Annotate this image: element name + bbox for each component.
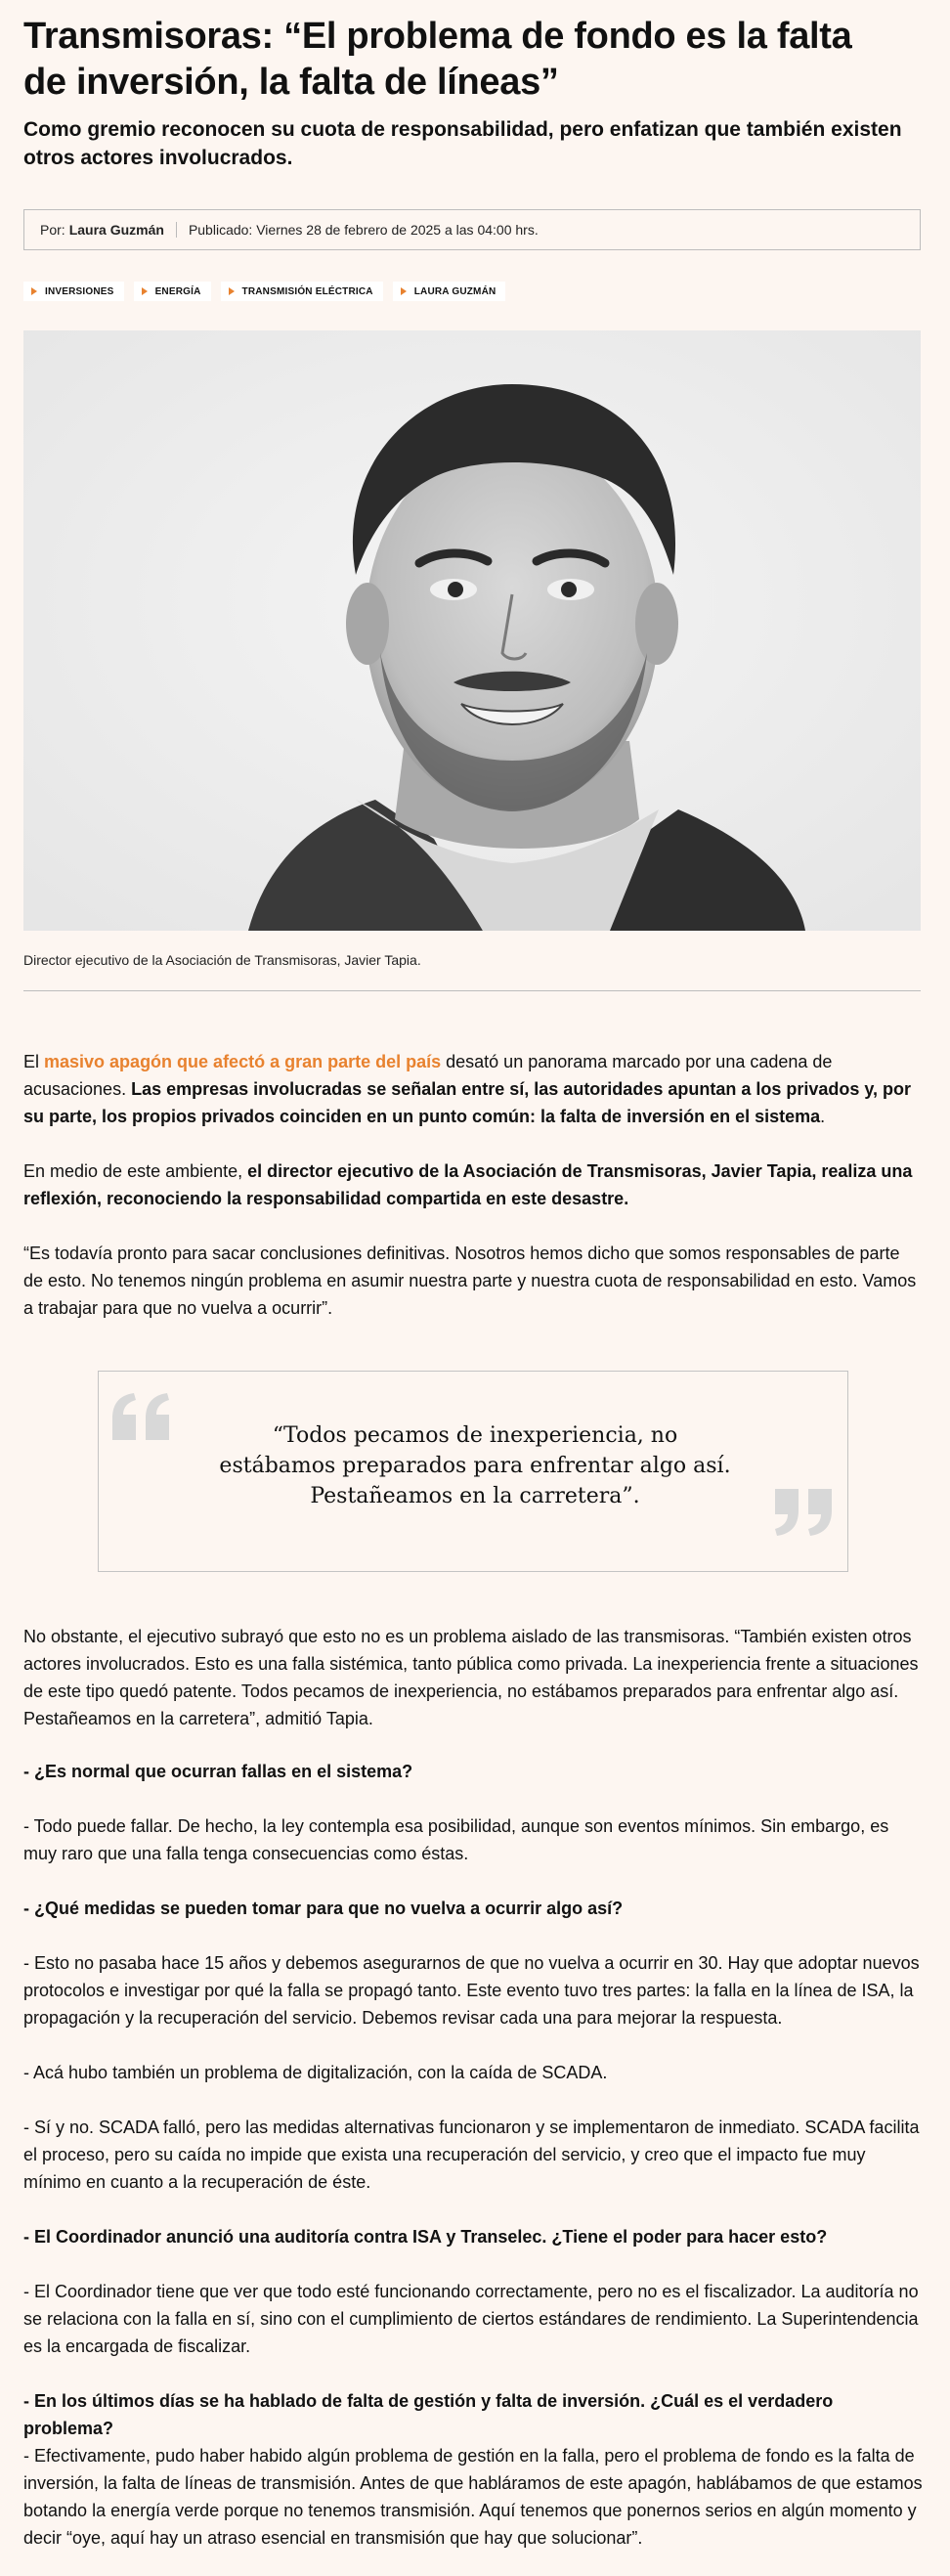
tag-list (23, 282, 505, 301)
author-link[interactable]: Laura Guzmán (68, 222, 164, 238)
article-photo (23, 330, 921, 931)
article-deck: Como gremio reconocen su cuota de responsabilidad, pero enfatizan que también existen otros actores involucrados. (23, 118, 902, 169)
photo-caption: Director ejecutivo de la Asociación de Transmisoras, Javier Tapia. (23, 952, 421, 968)
triangle-icon (401, 287, 407, 295)
tag-inversiones[interactable]: INVERSIONES (23, 282, 124, 301)
question-4: - El Coordinador anunció una auditoría contra ISA y Transelec. ¿Tiene el poder para hacer esto? (23, 2227, 828, 2247)
pull-quote-text: “Todos pecamos de inexperiencia, no estábamos preparados para enfrentar algo así. Pestañeamos en la carretera”. (219, 1423, 731, 1508)
paragraph-1: El masivo apagón que afectó a gran parte del país desató un panorama marcado por una cadena de acusaciones. Las empresas involucradas se señalan entre sí, las autoridades apuntan a los privados y, por su parte, los propios privados coinciden en un punto común: la falta de inversión en el sistema. (23, 1052, 912, 1126)
triangle-icon (31, 287, 37, 295)
answer-5: - Efectivamente, pudo haber habido algún problema de gestión en la falla, pero el problema de fondo es la falta de inversión, la falta de líneas de transmisión. Antes de que habláramos de este apagón, hablábamos de que estamos botando la energía verde porque no tenemos transmisión. Aquí tenemos que ponernos serios en algún momento y decir “oye, aquí hay un atraso esencial en transmisión que hay que solucionar”. (23, 2446, 923, 2548)
publish-date: Publicado: Viernes 28 de febrero de 2025 a las 04:00 hrs. (188, 222, 539, 238)
close-quote-icon (775, 1489, 834, 1536)
meta-divider (176, 222, 177, 238)
portrait-illustration (23, 330, 921, 931)
open-quote-icon (112, 1393, 171, 1440)
article-meta (23, 209, 921, 250)
tag-transmision-electrica[interactable]: TRANSMISIÓN ELÉCTRICA (221, 282, 383, 301)
paragraph-4: No obstante, el ejecutivo subrayó que esto no es un problema aislado de las transmisoras. “También existen otros actores involucrados. Esto es una falla sistémica, tanto pública como privada. La inexperiencia frente a situaciones de este tipo quedó patente. Todos pecamos de inexperiencia, no estábamos preparados para enfrentar algo así. Pestañeamos en la carretera”, admitió Tapia. (23, 1627, 919, 1728)
tag-energia[interactable]: ENERGÍA (134, 282, 211, 301)
byline-prefix: Por: (40, 222, 65, 238)
inline-link-apagon[interactable]: masivo apagón que afectó a gran parte del país (44, 1052, 442, 1071)
paragraph-2: En medio de este ambiente, el director ejecutivo de la Asociación de Transmisoras, Javier Tapia, realiza una reflexión, reconociendo la responsabilidad compartida en este desastre. (23, 1161, 913, 1208)
question-3: - Acá hubo también un problema de digitalización, con la caída de SCADA. (23, 2063, 608, 2082)
triangle-icon (229, 287, 235, 295)
divider (23, 990, 921, 991)
answer-1: - Todo puede fallar. De hecho, la ley contempla esa posibilidad, aunque son eventos mínimos. Sin embargo, es muy raro que una falla tenga consecuencias como éstas. (23, 1816, 889, 1863)
question-1: - ¿Es normal que ocurran fallas en el sistema? (23, 1762, 413, 1781)
question-5: - En los últimos días se ha hablado de falta de gestión y falta de inversión. ¿Cuál es el verdadero problema? (23, 2391, 834, 2438)
answer-2: - Esto no pasaba hace 15 años y debemos asegurarnos de que no vuelva a ocurrir en 30. Hay que adoptar nuevos protocolos e investigar por qué la falla se propagó tanto. Este evento tuvo tres partes: la falla en la línea de ISA, la propagación y la recuperación del servicio. Debemos revisar cada una para mejorar la respuesta. (23, 1953, 920, 2028)
pull-quote (98, 1371, 848, 1572)
question-2: - ¿Qué medidas se pueden tomar para que no vuelva a ocurrir algo así? (23, 1899, 624, 1918)
answer-3: - Sí y no. SCADA falló, pero las medidas alternativas funcionaron y se implementaron de inmediato. SCADA facilita el proceso, pero su caída no impide que exista una recuperación del servicio, y creo que el impacto fue muy mínimo en cuanto a la recuperación de éste. (23, 2118, 920, 2192)
triangle-icon (142, 287, 148, 295)
article-headline: Transmisoras: “El problema de fondo es la falta de inversión, la falta de líneas” (23, 16, 852, 103)
tag-laura-guzman[interactable]: LAURA GUZMÁN (393, 282, 506, 301)
paragraph-3: “Es todavía pronto para sacar conclusiones definitivas. Nosotros hemos dicho que somos responsables de parte de esto. No tenemos ningún problema en asumir nuestra parte y nuestra cuota de responsabilidad en esto. Vamos a trabajar para que no vuelva a ocurrir”. (23, 1244, 917, 1318)
answer-4: - El Coordinador tiene que ver que todo esté funcionando correctamente, pero no es el fiscalizador. La auditoría no se relaciona con la falla en sí, sino con el cumplimiento de ciertos estándares de rendimiento. La Superintendencia es la encargada de fiscalizar. (23, 2282, 919, 2356)
